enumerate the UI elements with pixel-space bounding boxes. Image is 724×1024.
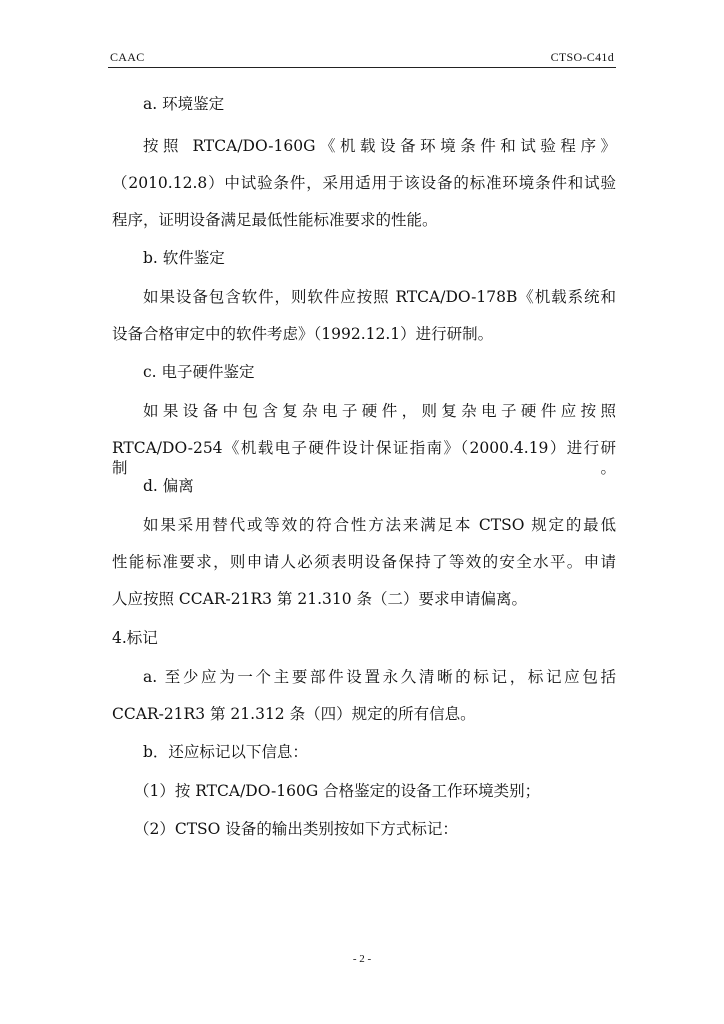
paragraph-line: 如果设备中包含复杂电子硬件，则复杂电子硬件应按照 [143,402,616,420]
header-divider [108,67,616,68]
page-number: - 2 - [352,953,372,965]
list-item: （1）按 RTCA/DO-160G 合格鉴定的设备工作环境类别； [134,782,541,800]
subheading-environment-qualification: a. 环境鉴定 [143,95,225,113]
subheading-software-qualification: b. 软件鉴定 [143,249,225,267]
list-item: （2）CTSO 设备的输出类别按如下方式标记： [134,820,458,838]
paragraph-line: CCAR-21R3 第 21.312 条（四）规定的所有信息。 [112,705,476,723]
subheading-hardware-qualification: c. 电子硬件鉴定 [143,363,255,381]
subheading-deviations: d. 偏离 [143,477,194,495]
paragraph-line: b．还应标记以下信息： [143,743,308,761]
paragraph-line: RTCA/DO-254《机载电子硬件设计保证指南》（2000.4.19）进行研制。 [112,439,616,477]
paragraph-line: 人应按照 CCAR-21R3 第 21.310 条（二）要求申请偏离。 [112,590,528,608]
section-heading-marking: 4.标记 [112,629,158,647]
paragraph-line: a. 至少应为一个主要部件设置永久清晰的标记，标记应包括 [143,668,616,686]
header-document-code: CTSO-C41d [550,50,614,64]
paragraph-line: 如果设备包含软件，则软件应按照 RTCA/DO-178B《机载系统和 [143,288,616,306]
paragraph-line: 设备合格审定中的软件考虑》（1992.12.1）进行研制。 [112,325,494,343]
paragraph-line: 性能标准要求，则申请人必须表明设备保持了等效的安全水平。申请 [112,553,616,571]
paragraph-line: 按照 RTCA/DO-160G《机载设备环境条件和试验程序》 [143,137,616,155]
paragraph-line: 如果采用替代或等效的符合性方法来满足本 CTSO 规定的最低 [143,516,616,534]
paragraph-line: 程序，证明设备满足最低性能标准要求的性能。 [112,211,438,229]
header-agency: CAAC [110,50,145,64]
paragraph-line: （2010.12.8）中试验条件，采用适用于该设备的标准环境条件和试验 [112,174,616,192]
